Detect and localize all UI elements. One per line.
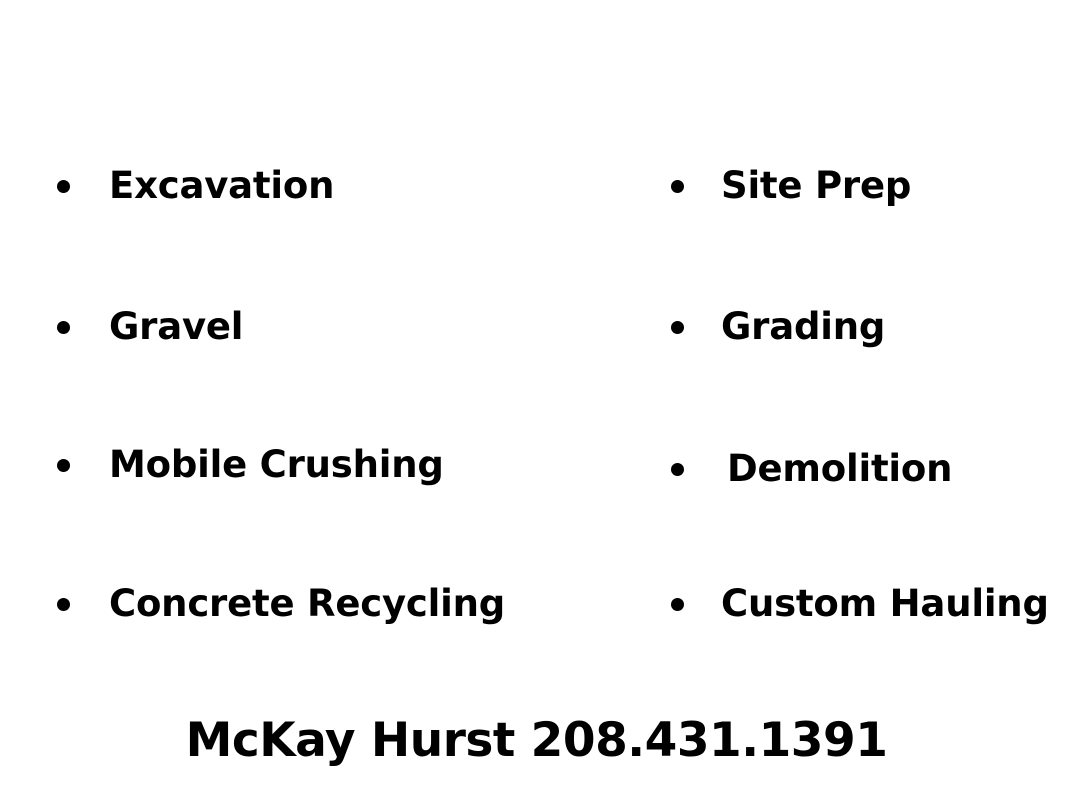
bullet-icon (57, 598, 70, 611)
bullet-icon (671, 598, 684, 611)
service-label: Mobile Crushing (109, 443, 444, 486)
list-item (57, 297, 243, 357)
service-label: Grading (721, 305, 886, 348)
list-item (671, 297, 885, 357)
service-label: Gravel (109, 305, 244, 348)
bullet-icon (57, 180, 70, 193)
list-item (57, 435, 444, 495)
list-item (671, 574, 1049, 634)
contact-line: McKay Hurst 208.431.1391 (185, 713, 888, 768)
list-item (671, 439, 952, 499)
service-label: Concrete Recycling (109, 582, 506, 625)
bullet-icon (57, 459, 70, 472)
list-item (671, 156, 911, 216)
service-label: Site Prep (721, 164, 912, 207)
service-label: Demolition (727, 447, 953, 490)
bullet-icon (671, 321, 684, 334)
bullet-icon (671, 180, 684, 193)
list-item (57, 156, 334, 216)
bullet-icon (671, 463, 684, 476)
service-label: Excavation (109, 164, 335, 207)
service-label: Custom Hauling (721, 582, 1049, 625)
list-item (57, 574, 505, 634)
bullet-icon (57, 321, 70, 334)
